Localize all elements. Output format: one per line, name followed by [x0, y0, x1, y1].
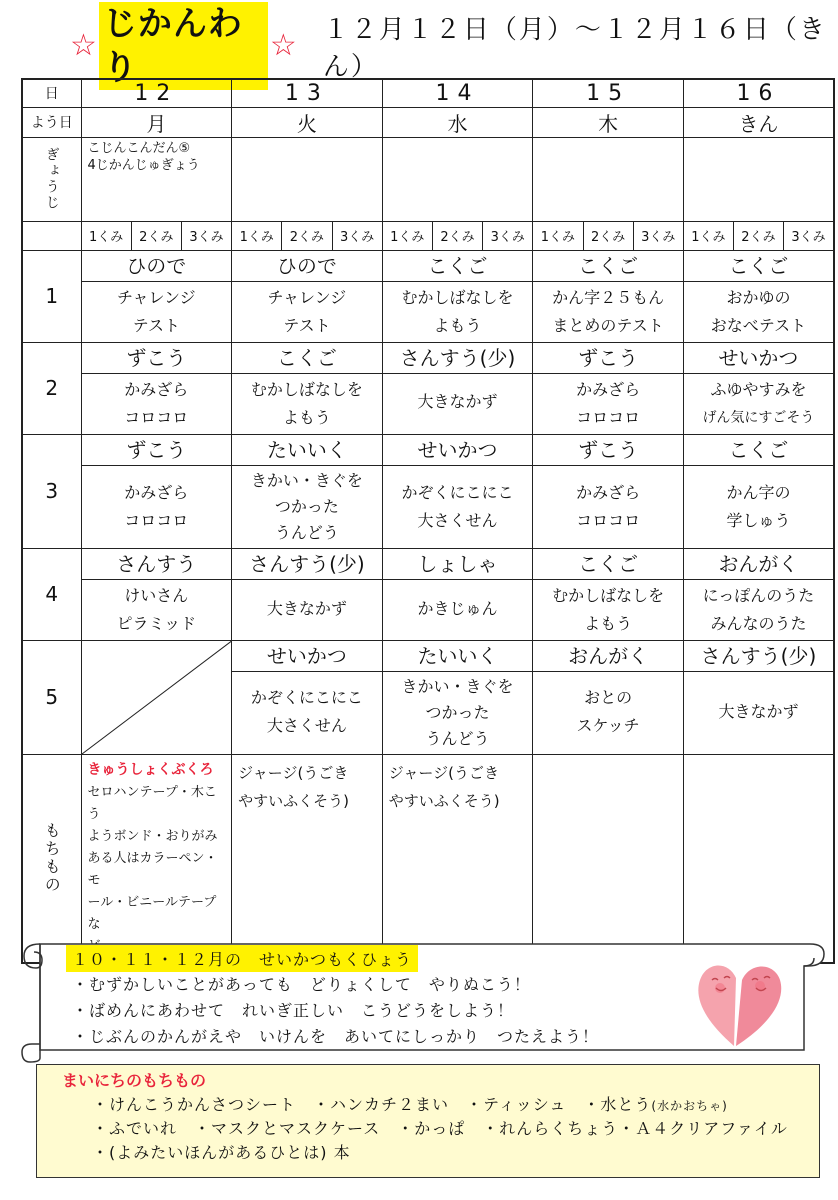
lesson-content-line: おとの: [584, 687, 633, 707]
lesson-content-line: かん字２５もん: [552, 287, 665, 307]
lesson-cell: [382, 548, 533, 640]
lesson-cell: [533, 640, 684, 754]
belongings-line: ジャージ(うごき: [238, 763, 349, 782]
lesson-content-line: おなべテスト: [710, 315, 807, 335]
lesson-cell: [81, 250, 232, 342]
lesson-cell: [232, 434, 383, 548]
dow-cell: 火: [232, 107, 383, 137]
daily-items-row: ・ふでいれ ・マスクとマスクケース ・かっぱ ・れんらくちょう・Ａ４クリアファイル: [92, 1119, 788, 1138]
lesson-cell: [81, 434, 232, 548]
heart-icon: [694, 958, 786, 1048]
lesson-content: [684, 282, 833, 342]
lesson-content-line: 大さくせん: [266, 715, 347, 735]
lesson-content-line: むかしばなしを: [250, 379, 363, 399]
subject-label: ひので: [232, 251, 382, 282]
lesson-content: [82, 580, 232, 640]
lesson-content-line: ふゆやすみを: [710, 379, 807, 399]
subject-label: こくご: [383, 251, 533, 282]
class-label: 3くみ: [482, 222, 532, 250]
period-row: [22, 434, 834, 548]
lesson-content-line: チャレンジ: [267, 287, 347, 307]
items-label: もちもの: [42, 822, 62, 894]
period-number: 1: [22, 250, 81, 342]
subject-label: さんすう(少): [684, 641, 833, 672]
belongings-line: やすいふくそう): [238, 791, 349, 810]
lesson-content: [684, 672, 833, 728]
dow-header-label: よう日: [22, 107, 81, 137]
events-label: ぎょうじ: [43, 147, 60, 211]
events-cell: [683, 137, 834, 221]
goal-item: ・じぶんのかんがえや いけんを あいてにしっかり つたえよう！: [72, 1027, 600, 1046]
subject-label: ずこう: [82, 343, 232, 374]
subject-label: しょしゃ: [383, 549, 533, 580]
lesson-content-line: よもう: [584, 613, 633, 633]
lesson-content-line: かみざら: [576, 482, 641, 502]
lesson-content-line: まとめのテスト: [552, 315, 664, 335]
lesson-content-line: チャレンジ: [116, 287, 196, 307]
lesson-cell: [683, 250, 834, 342]
subject-label: ひので: [82, 251, 232, 282]
subject-label: さんすう(少): [232, 549, 382, 580]
star-icon: ☆: [70, 28, 97, 63]
class-label: 2くみ: [131, 222, 181, 250]
class-cell: [533, 221, 684, 250]
class-row-label: [22, 221, 81, 250]
belongings-highlight: きゅうしょくぶくろ: [87, 761, 214, 778]
class-cell: [81, 221, 232, 250]
daily-items-text: ・けんこうかんさつシート ・ハンカチ２まい ・ティッシュ ・水とう: [92, 1095, 652, 1114]
belongings-line: ール・ビニールテープな: [87, 894, 217, 932]
lesson-content: [383, 672, 533, 754]
belongings-row: [22, 754, 834, 963]
class-label: 1くみ: [239, 230, 274, 245]
lesson-cell: [382, 342, 533, 434]
lesson-content: [383, 466, 533, 537]
lesson-content-line: かぞくにこにこ: [401, 482, 514, 502]
class-label: 3くみ: [783, 222, 833, 250]
lesson-content-line: かみざら: [124, 379, 189, 399]
diagonal-line: [82, 641, 232, 754]
empty-slot: [81, 640, 232, 754]
events-cell: [81, 137, 232, 221]
dow-cell: 水: [382, 107, 533, 137]
lesson-cell: [683, 640, 834, 754]
lesson-content-line: きかい・きぐを: [250, 470, 363, 490]
star-icon: ☆: [269, 28, 297, 63]
lesson-content-line: 大さくせん: [417, 510, 498, 530]
belongings-cell: [382, 754, 533, 963]
lesson-cell: [232, 250, 383, 342]
period-row: [22, 640, 834, 754]
lesson-content-line: よもう: [433, 315, 482, 335]
goal-item: ・むずかしいことがあっても どりょくして やりぬこう！: [72, 975, 531, 994]
period-number: 5: [22, 640, 81, 754]
lesson-content: [232, 374, 382, 434]
lesson-content: [232, 466, 382, 548]
lesson-content-line: きかい・きぐを: [401, 676, 514, 696]
lesson-cell: [533, 250, 684, 342]
date-cell: 16: [683, 79, 834, 107]
timetable: [21, 78, 835, 964]
period-number: 3: [22, 434, 81, 548]
subject-label: せいかつ: [684, 343, 833, 374]
subject-label: こくご: [533, 549, 683, 580]
events-cell: [533, 137, 684, 221]
subject-label: たいいく: [232, 435, 382, 466]
class-label: 1くみ: [88, 230, 124, 245]
belongings-cell: [533, 754, 684, 963]
periods-body: [22, 250, 834, 754]
lesson-content-line: コロコロ: [576, 510, 641, 530]
subject-label: ずこう: [533, 435, 683, 466]
lesson-content-line: けいさん: [124, 585, 189, 605]
belongings-line: セロハンテープ・木こう: [87, 784, 217, 822]
events-label-cell: [22, 137, 81, 221]
class-label: 2くみ: [281, 222, 331, 250]
lesson-cell: [232, 342, 383, 434]
lesson-cell: [533, 342, 684, 434]
lesson-cell: [81, 342, 232, 434]
lesson-content-line: かきじゅん: [417, 598, 498, 618]
subject-label: せいかつ: [232, 641, 382, 672]
belongings-cell: [232, 754, 383, 963]
lesson-content-line: おかゆの: [726, 287, 791, 307]
lesson-content: [684, 580, 833, 640]
class-cell: [382, 221, 533, 250]
lesson-content-line: げん気にすごそう: [702, 409, 815, 426]
lesson-content-line: ピラミッド: [116, 613, 197, 633]
lesson-content-line: 大きなかず: [417, 391, 498, 411]
date-cell: 13: [232, 79, 383, 107]
lesson-cell: [533, 434, 684, 548]
period-row: [22, 342, 834, 434]
event-item: こじんこんだん⑤: [87, 140, 191, 156]
class-label: 3くみ: [332, 222, 382, 250]
lesson-content: [533, 580, 683, 640]
day-header-label: 日: [22, 79, 81, 107]
lesson-cell: [382, 250, 533, 342]
lesson-content: [232, 672, 382, 742]
lesson-content: [383, 282, 533, 342]
daily-items-note: (水かおちゃ): [651, 1099, 728, 1113]
goals-title: １０・１１・１２月の せいかつもくひょう: [66, 945, 418, 972]
lesson-cell: [533, 548, 684, 640]
class-label: 1くみ: [691, 230, 726, 245]
lesson-content-line: むかしばなしを: [401, 287, 514, 307]
goal-item: ・ばめんにあわせて れいぎ正しい こうどうをしよう！: [72, 1001, 515, 1020]
lesson-cell: [683, 548, 834, 640]
lesson-cell: [232, 640, 383, 754]
lesson-content-line: スケッチ: [576, 715, 640, 735]
subject-label: たいいく: [383, 641, 533, 672]
lesson-content-line: かぞくにこにこ: [250, 687, 363, 707]
lesson-content-line: 大きなかず: [266, 598, 347, 618]
class-label: 1くみ: [540, 230, 576, 245]
lesson-content: [684, 466, 833, 537]
subject-label: こくご: [684, 435, 833, 466]
subject-label: ずこう: [82, 435, 232, 466]
lesson-content-line: コロコロ: [124, 407, 189, 427]
lesson-cell: [683, 434, 834, 548]
lesson-cell: [683, 342, 834, 434]
lesson-content: [232, 580, 382, 625]
class-cell: [232, 221, 383, 250]
daily-items-row: ・(よみたいほんがあるひとは) 本: [92, 1143, 351, 1162]
lesson-content: [533, 672, 683, 742]
lesson-content-line: うんどう: [274, 522, 339, 542]
dow-cell: 月: [81, 107, 232, 137]
lesson-content-line: 大きなかず: [718, 701, 799, 721]
event-item: 4じかんじゅぎょう: [87, 157, 200, 173]
lesson-content-line: にっぽんのうた: [702, 585, 815, 605]
subject-label: さんすう: [82, 549, 232, 580]
lesson-content: [82, 282, 232, 342]
date-row: [22, 79, 834, 107]
dow-row: [22, 107, 834, 137]
daily-items-row: [92, 1092, 728, 1115]
class-label: 3くみ: [181, 222, 231, 250]
period-number: 4: [22, 548, 81, 640]
lesson-content-line: かみざら: [124, 482, 189, 502]
class-label: 2くみ: [583, 222, 633, 250]
lesson-content-line: よもう: [282, 407, 331, 427]
lesson-content: [533, 282, 683, 342]
events-cell: [382, 137, 533, 221]
subject-label: こくご: [684, 251, 833, 282]
class-label: 2くみ: [432, 222, 482, 250]
page-title: [70, 4, 838, 88]
dow-cell: 木: [533, 107, 684, 137]
date-cell: 14: [382, 79, 533, 107]
lesson-content: [684, 374, 833, 434]
lesson-content-line: つかった: [425, 702, 490, 722]
belongings-cell: [683, 754, 834, 963]
lesson-content-line: 学しゅう: [726, 510, 791, 530]
subject-label: さんすう(少): [383, 343, 533, 374]
class-label: 1くみ: [390, 230, 425, 245]
goals-list: [72, 972, 599, 1050]
lesson-content: [82, 374, 232, 434]
lesson-cell: [81, 548, 232, 640]
class-cell: [683, 221, 834, 250]
belongings-line: ようボンド・おりがみ: [87, 828, 218, 844]
class-row: [22, 221, 834, 250]
lesson-content: [533, 466, 683, 537]
lesson-content-line: うんどう: [425, 728, 490, 748]
belongings-line: ある人はカラーペン・モ: [87, 850, 218, 888]
title-main: じかんわり: [99, 2, 268, 90]
events-row: [22, 137, 834, 221]
lesson-cell: [382, 640, 533, 754]
lesson-content: [232, 282, 382, 342]
lesson-content: [383, 374, 533, 418]
lesson-content: [82, 466, 232, 537]
lesson-content-line: コロコロ: [124, 510, 189, 530]
lesson-content-line: コロコロ: [576, 407, 641, 427]
lesson-content-line: みんなのうた: [710, 613, 807, 633]
subject-label: こくご: [232, 343, 382, 374]
lesson-cell: [382, 434, 533, 548]
subject-label: おんがく: [684, 549, 833, 580]
lesson-content-line: テスト: [283, 315, 331, 335]
date-cell: 12: [81, 79, 232, 107]
lesson-content-line: かみざら: [576, 379, 641, 399]
period-row: [22, 250, 834, 342]
events-cell: [232, 137, 383, 221]
belongings-line: ジャージ(うごき: [388, 763, 499, 782]
date-cell: 15: [533, 79, 684, 107]
daily-items-title: まいにちのもちもの: [62, 1071, 207, 1090]
period-number: 2: [22, 342, 81, 434]
belongings-cell: [81, 754, 232, 963]
class-label: 2くみ: [733, 222, 783, 250]
belongings-line: やすいふくそう): [388, 791, 500, 810]
items-label-cell: [22, 754, 81, 963]
lesson-content-line: テスト: [132, 315, 180, 335]
lesson-content-line: つかった: [274, 496, 339, 516]
class-label: 3くみ: [633, 222, 683, 250]
lesson-content-line: かん字の: [726, 482, 791, 502]
subject-label: こくご: [533, 251, 683, 282]
subject-label: せいかつ: [383, 435, 533, 466]
subject-label: ずこう: [533, 343, 683, 374]
subject-label: おんがく: [533, 641, 683, 672]
period-row: [22, 548, 834, 640]
lesson-content-line: むかしばなしを: [552, 585, 665, 605]
lesson-cell: [232, 548, 383, 640]
lesson-content: [383, 580, 533, 625]
title-dates: １２月１２日（月）～１２月１６日（きん）: [322, 15, 827, 82]
dow-cell: きん: [683, 107, 834, 137]
lesson-content: [533, 374, 683, 434]
